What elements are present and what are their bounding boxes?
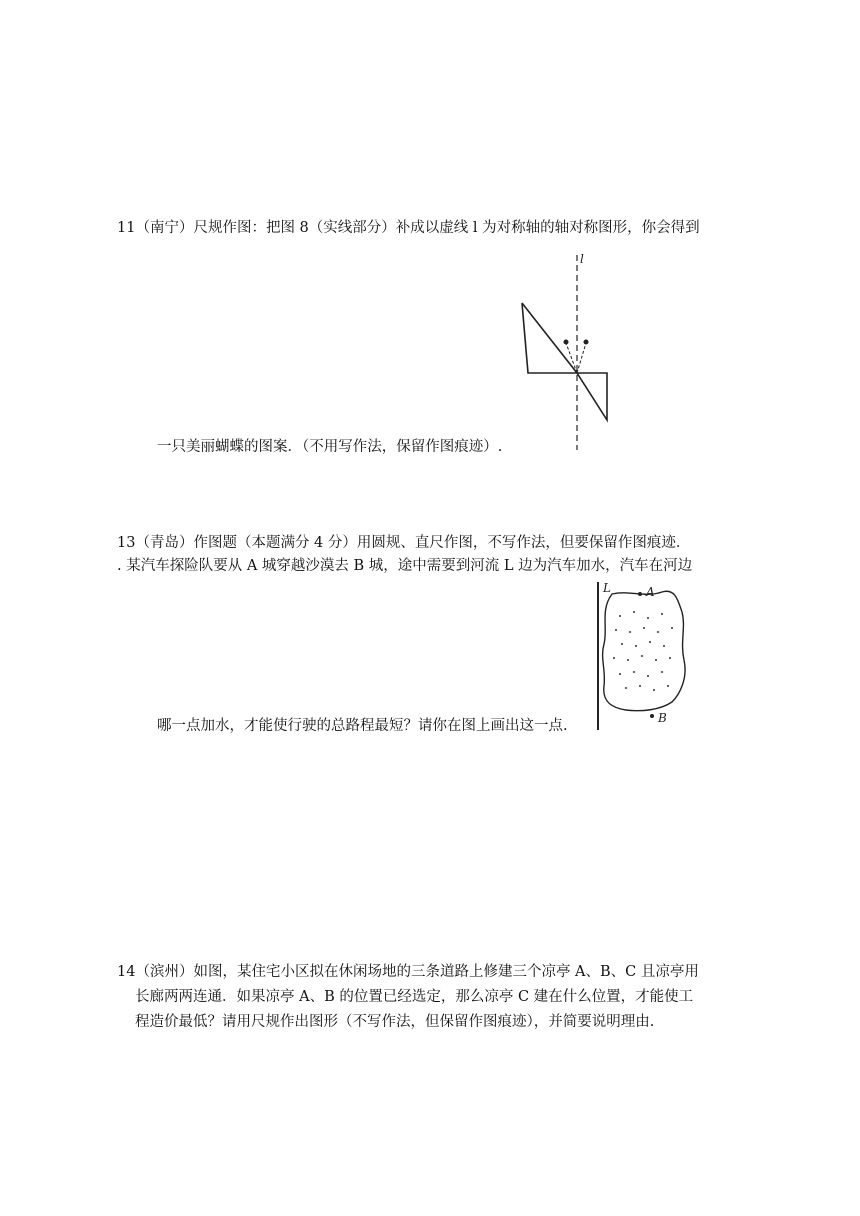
label-L: L: [603, 581, 611, 595]
antenna-dot-right: [584, 340, 589, 345]
q11-text-line1: 11（南宁）尺规作图：把图 8（实线部分）补成以虚线 l 为对称轴的轴对称图形，你会得到: [117, 220, 700, 236]
label-A: A: [646, 585, 655, 599]
right-shape: [577, 373, 607, 420]
city-A-dot: [638, 592, 642, 596]
q13-text-line1: 13（青岛）作图题（本题满分 4 分）用圆规、直尺作图，不写作法，但要保留作图痕迹．: [117, 535, 691, 551]
desert-boundary: [603, 591, 685, 711]
sand-dots: [613, 611, 673, 691]
q14-text-line2: 长廊两两连通．如果凉亭 A、B 的位置已经选定，那么凉亭 C 建在什么位置，才能使工: [135, 989, 694, 1005]
city-B-dot: [650, 714, 654, 718]
q11-text-line2: 一只美丽蝴蝶的图案．（不用写作法，保留作图痕迹）.: [157, 439, 503, 455]
antenna-right: [577, 343, 586, 373]
antenna-left: [566, 343, 577, 373]
q14-text-line1: 14（滨州）如图，某住宅小区拟在休闲场地的三条道路上修建三个凉亭 A、B、C 且凉亭用: [117, 964, 699, 980]
q11-figure: [510, 245, 630, 455]
q13-text-line3: 哪一点加水，才能使行驶的总路程最短？请你在图上画出这一点.: [157, 718, 568, 734]
left-shape: [522, 303, 577, 373]
q13-text-line2: . 某汽车探险队要从 A 城穿越沙漠去 B 城，途中需要到河流 L 边为汽车加水，汽车在河边: [117, 558, 693, 574]
q14-text-line3: 程造价最低？请用尺规作出图形（不写作法，但保留作图痕迹），并简要说明理由.: [135, 1014, 655, 1030]
q13-figure: [590, 582, 700, 732]
axis-label: l: [580, 252, 584, 266]
antenna-dot-left: [564, 340, 569, 345]
label-B: B: [658, 711, 667, 725]
